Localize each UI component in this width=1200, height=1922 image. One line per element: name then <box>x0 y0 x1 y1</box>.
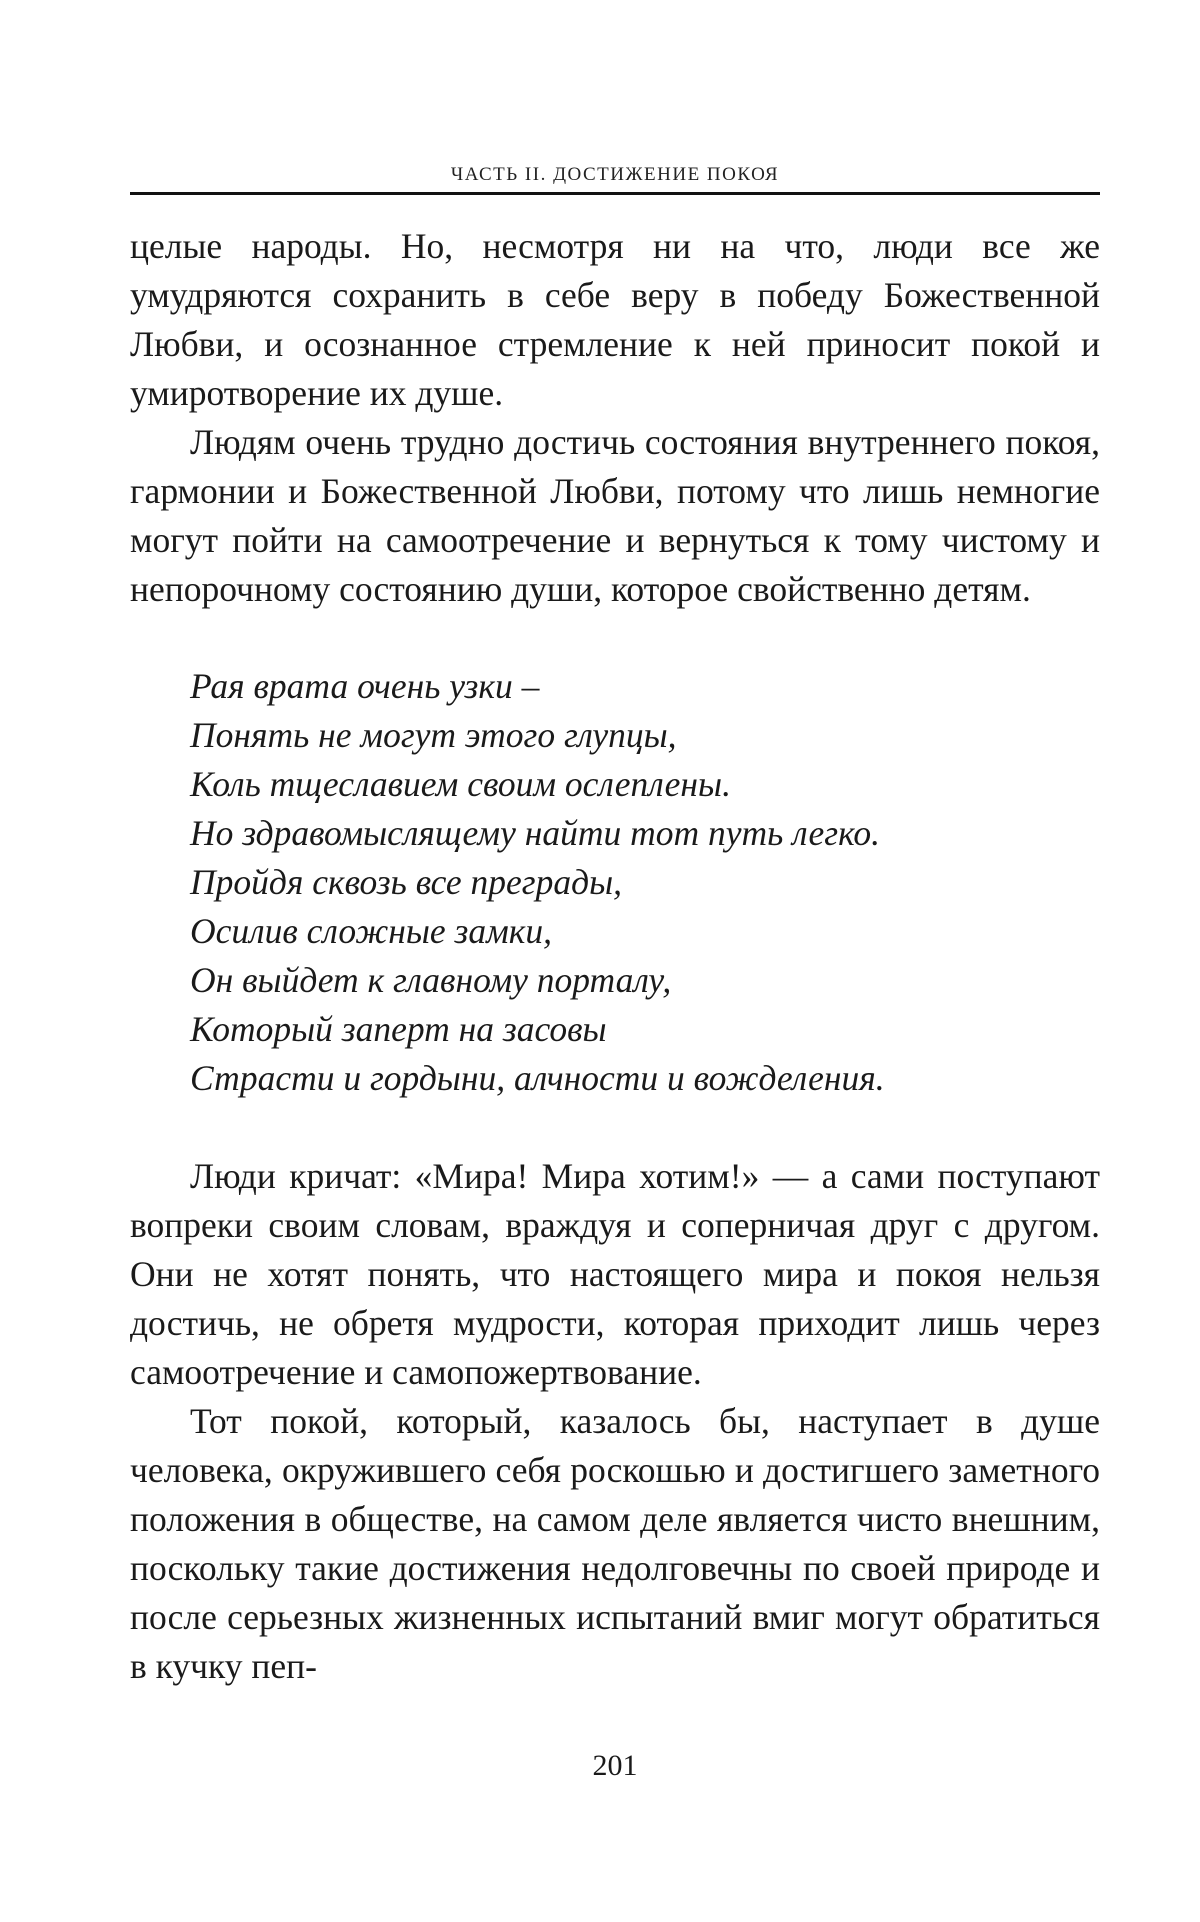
verse-line: Рая врата очень узки – <box>190 666 540 706</box>
verse-block <box>190 662 1100 1103</box>
running-head: ЧАСТЬ II. ДОСТИЖЕНИЕ ПОКОЯ <box>450 164 780 185</box>
verse-line: Осилив сложные замки, <box>190 911 552 951</box>
verse-line: Коль тщеславием своим ослеплены. <box>190 764 731 804</box>
paragraph: Люди кричат: «Мира! Мира хотим!» — а сами поступают вопреки своим словам, враждуя и соперничая друг с другом. Они не хотят понять, что настоящего мира и покоя нельзя достичь, не обретя мудрости, которая приходит лишь через самоотречение и самопожертвование. <box>130 1156 1100 1392</box>
verse-line: Пройдя сквозь все преграды, <box>190 862 623 902</box>
paragraph: Людям очень трудно достичь состояния внутреннего покоя, гармонии и Божественной Любви, потому что лишь немногие могут пойти на самоотречение и вернуться к тому чистому и непорочному состоянию души, которое свойственно детям. <box>130 422 1100 609</box>
body-text <box>130 222 1100 1691</box>
verse-line: Но здравомыслящему найти тот путь легко. <box>190 813 881 853</box>
verse-line: Страсти и гордыни, алчности и вожделения. <box>190 1058 885 1098</box>
page-number: 201 <box>592 1749 638 1782</box>
header-rule <box>130 192 1100 195</box>
verse-line: Который заперт на засовы <box>190 1009 607 1049</box>
paragraph: Тот покой, который, казалось бы, наступает в душе человека, окружившего себя роскошью и достигшего заметного положения в обществе, на самом деле является чисто внешним, поскольку такие достижения недолговечны по своей природе и после серьезных жизненных испытаний вмиг могут обратиться в кучку пеп- <box>130 1401 1100 1686</box>
paragraph-continued: целые народы. Но, несмотря ни на что, люди все же умудряются сохранить в себе веру в победу Божественной Любви, и осознанное стремление к ней приносит покой и умиротворение их душе. <box>130 226 1100 413</box>
verse-line: Он выйдет к главному порталу, <box>190 960 672 1000</box>
verse-line: Понять не могут этого глупцы, <box>190 715 677 755</box>
